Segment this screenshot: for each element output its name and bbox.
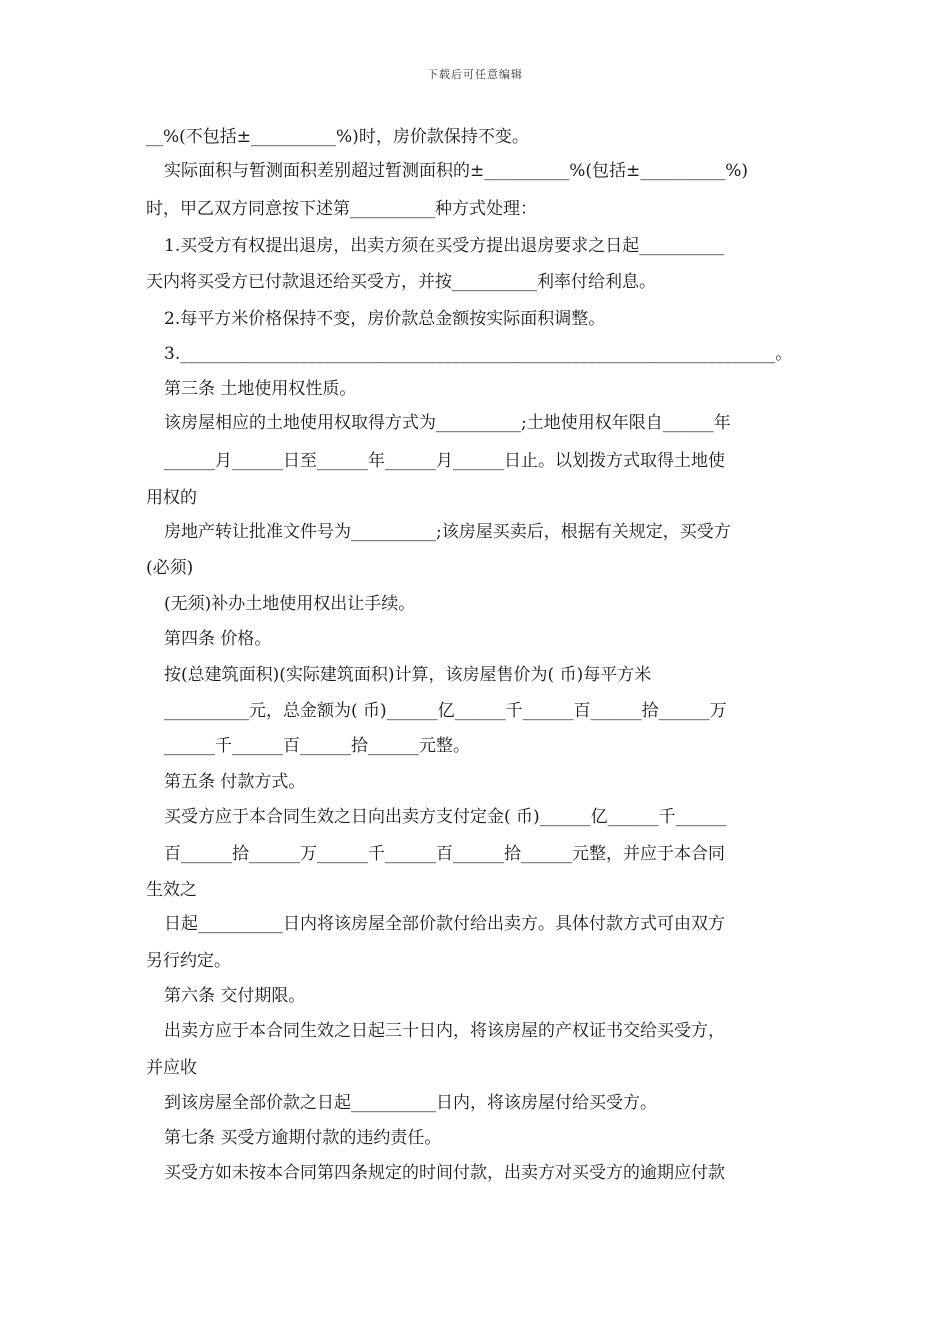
paragraph-line: 2.每平方米价格保持不变，房价款总金额按实际面积调整。 <box>164 309 606 329</box>
section-heading: 第四条 价格。 <box>164 629 272 649</box>
paragraph-line: 买受方应于本合同生效之日向出卖方支付定金( 币)______亿______千______ <box>164 807 727 827</box>
section-heading: 第六条 交付期限。 <box>164 986 306 1006</box>
paragraph-line: 天内将买受方已付款退还给买受方，并按__________利率付给利息。 <box>146 272 656 292</box>
paragraph-line: 实际面积与暂测面积差别超过暂测面积的±__________%(包括±__________%) <box>164 161 749 181</box>
paragraph-line: 买受方如未按本合同第四条规定的时间付款，出卖方对买受方的逾期应付款 <box>164 1163 725 1183</box>
paragraph-line: 出卖方应于本合同生效之日起三十日内，将该房屋的产权证书交给买受方， <box>164 1021 725 1041</box>
section-heading: 第三条 土地使用权性质。 <box>164 379 357 399</box>
paragraph-line: 日起__________日内将该房屋全部价款付给出卖方。具体付款方式可由双方 <box>164 914 725 934</box>
paragraph-line: ______月______日至______年______月______日止。以划拨方式取得土地使 <box>164 451 725 471</box>
paragraph-line: 并应收 <box>146 1058 197 1078</box>
paragraph-line: ______千______百______拾______元整。 <box>164 736 470 756</box>
section-heading: 第五条 付款方式。 <box>164 772 306 792</box>
section-heading: 第七条 买受方逾期付款的违约责任。 <box>164 1128 442 1148</box>
paragraph-line: 另行约定。 <box>146 951 231 971</box>
paragraph-line: 生效之 <box>146 880 197 900</box>
paragraph-line: 时，甲乙双方同意按下述第__________种方式处理： <box>146 199 537 219</box>
paragraph-line: (必须) <box>146 558 194 578</box>
paragraph-line: 房地产转让批准文件号为__________;该房屋买卖后，根据有关规定，买受方 <box>164 522 731 542</box>
paragraph-line: 1.买受方有权提出退房，出卖方须在买受方提出退房要求之日起__________ <box>164 236 725 256</box>
page-header-note: 下载后可任意编辑 <box>427 68 523 81</box>
paragraph-line: __%(不包括±__________%)时，房价款保持不变。 <box>146 127 529 147</box>
paragraph-line: 该房屋相应的土地使用权取得方式为__________;土地使用权年限自______年 <box>164 413 731 433</box>
paragraph-line: 按(总建筑面积)(实际建筑面积)计算，该房屋售价为( 币)每平方米 <box>164 665 652 685</box>
paragraph-line: 到该房屋全部价款之日起__________日内，将该房屋付给买受方。 <box>164 1093 657 1113</box>
paragraph-line: 用权的 <box>146 488 197 508</box>
paragraph-line: (无须)补办土地使用权出让手续。 <box>164 594 416 614</box>
paragraph-line: __________元，总金额为( 币)______亿______千______百______拾______万 <box>164 701 727 721</box>
paragraph-line: 百______拾______万______千______百______拾______元整，并应于本合同 <box>164 844 725 864</box>
paragraph-line: 3.______________________________________________________________________。 <box>164 344 793 364</box>
